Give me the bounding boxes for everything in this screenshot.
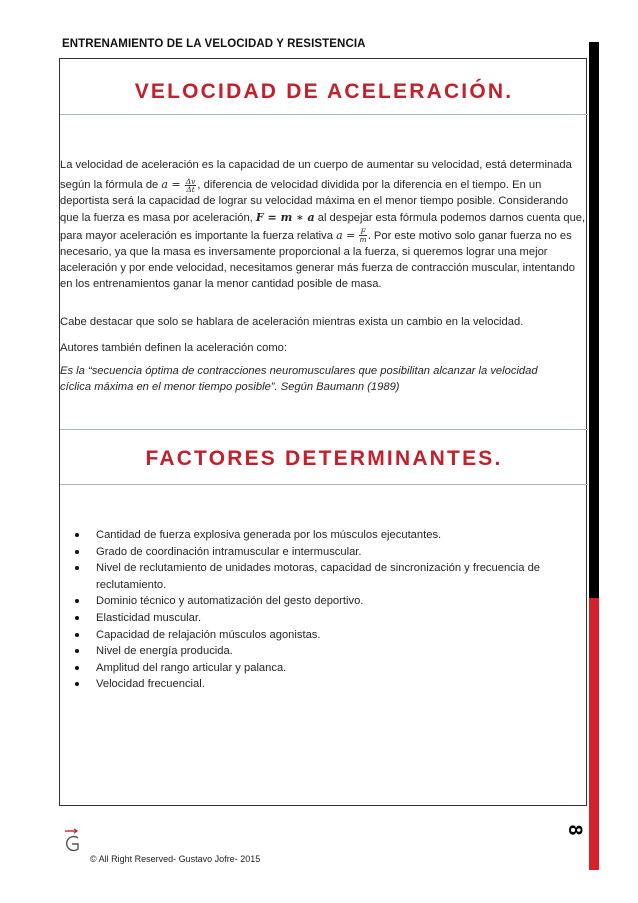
bullet-icon	[75, 616, 79, 620]
list-item-text: Dominio técnico y automatización del gesto deportivo.	[96, 595, 364, 608]
paragraph-cabe-destacar	[60, 314, 577, 330]
formula-f-ma: F = m ∗ a	[255, 210, 315, 224]
content-frame	[59, 58, 587, 806]
text-line: La velocidad de aceleración es la capacidad de un cuerpo de aumentar su velocidad, está determinada	[60, 159, 572, 171]
text-span: al despejar esta fórmula podemos darnos cuenta que,	[314, 211, 586, 224]
g-logo-icon	[62, 828, 82, 854]
text-line	[60, 177, 577, 193]
list-item-text: Nivel de reclutamiento de unidades motoras, capacidad de sincronización y frecuencia de reclutamiento.	[96, 562, 541, 591]
bullet-icon	[75, 666, 79, 670]
paragraph-aceleracion	[60, 157, 586, 293]
formula-a-lhs: a =	[161, 178, 181, 192]
list-item	[60, 544, 560, 561]
bullet-icon	[75, 682, 79, 686]
factors-list	[60, 527, 560, 693]
document-header-title: ENTRENAMIENTO DE LA VELOCIDAD Y RESISTENCIA	[62, 38, 366, 50]
quote-baumann	[60, 363, 577, 395]
formula-fraction-f-m	[359, 228, 366, 243]
bullet-icon	[75, 649, 79, 653]
bullet-icon	[75, 550, 79, 554]
formula-fraction-dv-dt	[185, 178, 197, 193]
list-item-text: Nivel de energía producida.	[96, 645, 233, 658]
text-span: que la fuerza es masa por aceleración,	[60, 211, 256, 224]
text-line: Cabe destacar que solo se hablara de aceleración mientras exista un cambio en la velocidad.	[60, 316, 524, 328]
fraction-denominator: Δt	[186, 184, 195, 194]
section-heading-velocidad: VELOCIDAD DE ACELERACIÓN.	[134, 80, 514, 103]
quote-line: Es la “secuencia óptima de contracciones neuromusculares que posibilitan alcanzar la velocidad	[60, 365, 538, 377]
list-item	[60, 627, 560, 644]
text-span: según la fórmula de	[60, 179, 162, 192]
text-line	[60, 228, 577, 244]
fraction-numerator: Δv	[185, 176, 196, 186]
text-line	[60, 210, 586, 226]
list-item	[60, 610, 560, 627]
list-item	[60, 660, 560, 677]
side-bar-red	[589, 598, 599, 870]
page-number: 8	[564, 824, 585, 836]
formula-a-lhs-2: a =	[336, 228, 356, 242]
text-line: necesario, ya que la masa es inversamente proporcional a la fuerza, si queremos lograr una mejor	[60, 246, 548, 259]
fraction-denominator: m	[359, 235, 367, 245]
bullet-icon	[75, 599, 79, 603]
list-item-text: Capacidad de relajación músculos agonistas.	[96, 628, 321, 641]
text-line: en los entrenamientos ganar la menor cantidad posible de masa.	[60, 278, 382, 291]
text-line: Autores también definen la aceleración como:	[60, 342, 287, 354]
section-divider	[60, 484, 588, 485]
section-heading-factores: FACTORES DETERMINANTES.	[145, 447, 503, 470]
list-item	[60, 676, 560, 693]
paragraph-autores	[60, 340, 577, 356]
text-span: para mayor aceleración es importante la fuerza relativa	[60, 229, 337, 242]
text-line: deportista será la capacidad de lograr su velocidad máxima en el menor tiempo posible. Considerando	[60, 195, 569, 208]
bullet-icon	[75, 566, 79, 570]
side-bar-black	[589, 42, 599, 598]
section-divider	[60, 114, 588, 115]
quote-line: cíclica máxima en el menor tiempo posible”. Según Baumann (1989)	[60, 381, 400, 394]
list-item-text: Grado de coordinación intramuscular e intermuscular.	[96, 545, 362, 558]
text-span: . Por este motivo solo ganar fuerza no es	[367, 229, 572, 242]
copyright-notice: © All Right Reserved- Gustavo Jofre- 2015	[90, 854, 261, 864]
text-line: aceleración y por ende velocidad, necesitamos generar más fuerza de contracción muscular, intentando	[60, 262, 575, 275]
list-item-text: Elasticidad muscular.	[96, 611, 202, 624]
text-span: , diferencia de velocidad dividida por la diferencia en el tiempo. En un	[197, 179, 542, 192]
list-item-text: Velocidad frecuencial.	[96, 678, 205, 691]
section-divider	[60, 429, 588, 430]
list-item-text: Cantidad de fuerza explosiva generada por los músculos ejecutantes.	[96, 529, 442, 541]
list-item	[60, 560, 560, 593]
bullet-icon	[75, 633, 79, 637]
bullet-icon	[75, 533, 79, 537]
list-item	[60, 593, 560, 610]
list-item	[60, 527, 560, 544]
list-item	[60, 643, 560, 660]
fraction-numerator: F	[360, 227, 366, 237]
list-item-text: Amplitud del rango articular y palanca.	[96, 661, 287, 674]
